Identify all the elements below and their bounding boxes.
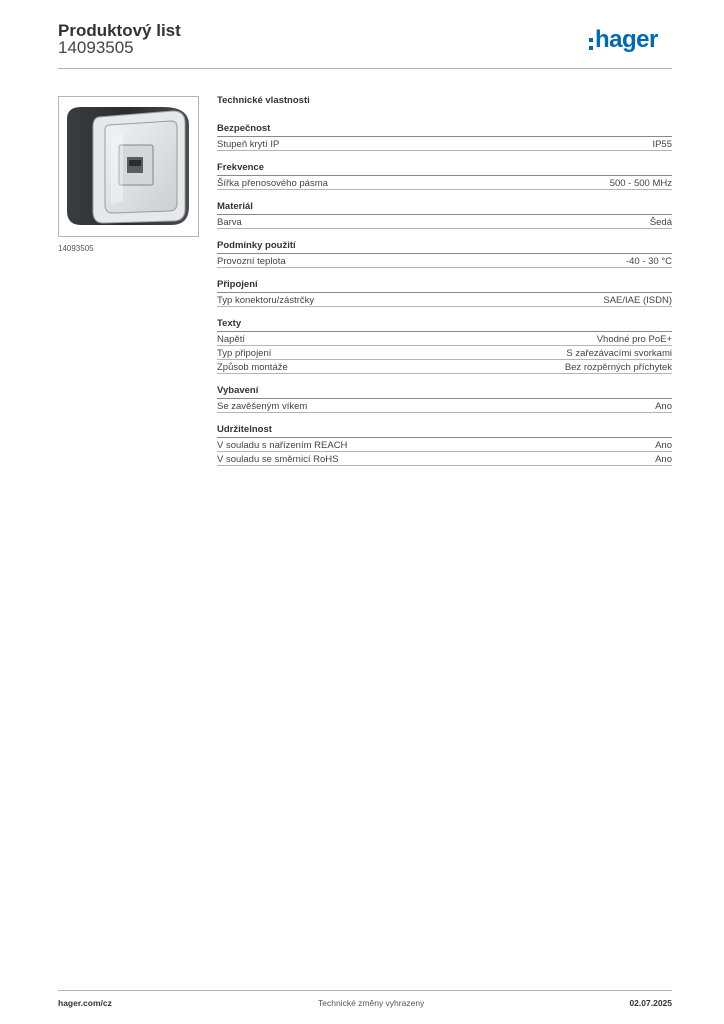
page-title: Produktový list bbox=[58, 21, 181, 40]
technical-specs bbox=[217, 95, 672, 477]
spec-value: Ano bbox=[655, 454, 672, 465]
hager-logo bbox=[589, 26, 675, 57]
spec-section-pripojeni bbox=[217, 279, 672, 307]
spec-label: Napětí bbox=[217, 334, 245, 345]
footer-divider bbox=[58, 990, 672, 991]
spec-section-udrzitelnost bbox=[217, 424, 672, 466]
spec-section-podminky-pouziti bbox=[217, 240, 672, 268]
logo-text: hager bbox=[595, 26, 658, 53]
spec-section-texty bbox=[217, 318, 672, 374]
spec-row bbox=[217, 254, 672, 268]
spec-label: Se zavěšeným víkem bbox=[217, 401, 308, 412]
footer-website-link[interactable]: hager.com/cz bbox=[58, 998, 112, 1008]
spec-row bbox=[217, 438, 672, 452]
spec-row bbox=[217, 332, 672, 346]
spec-label: V souladu s nařízením REACH bbox=[217, 440, 348, 451]
spec-label: Barva bbox=[217, 217, 242, 228]
spec-row bbox=[217, 293, 672, 307]
spec-value: Ano bbox=[655, 440, 672, 451]
specs-heading: Technické vlastnosti bbox=[217, 95, 310, 106]
spec-row bbox=[217, 452, 672, 466]
spec-label: Způsob montáže bbox=[217, 362, 288, 373]
spec-row bbox=[217, 176, 672, 190]
section-title: Připojení bbox=[217, 279, 672, 293]
spec-section-vybaveni bbox=[217, 385, 672, 413]
spec-value: IP55 bbox=[652, 139, 672, 150]
spec-value: S zařezávacími svorkami bbox=[566, 348, 672, 359]
spec-value: SAE/IAE (ISDN) bbox=[603, 295, 672, 306]
section-title: Texty bbox=[217, 318, 672, 332]
spec-label: Typ připojení bbox=[217, 348, 272, 359]
footer-date: 02.07.2025 bbox=[629, 998, 672, 1008]
spec-label: Provozní teplota bbox=[217, 256, 286, 267]
spec-row bbox=[217, 346, 672, 360]
spec-label: V souladu se směrnicí RoHS bbox=[217, 454, 339, 465]
section-title: Materiál bbox=[217, 201, 672, 215]
spec-row bbox=[217, 137, 672, 151]
spec-value: Ano bbox=[655, 401, 672, 412]
spec-row bbox=[217, 215, 672, 229]
section-title: Bezpečnost bbox=[217, 123, 672, 137]
spec-row bbox=[217, 399, 672, 413]
section-title: Udržitelnost bbox=[217, 424, 672, 438]
section-title: Frekvence bbox=[217, 162, 672, 176]
spec-section-bezpecnost bbox=[217, 123, 672, 151]
spec-value: -40 - 30 °C bbox=[625, 256, 672, 267]
spec-row bbox=[217, 360, 672, 374]
spec-value: Vhodné pro PoE+ bbox=[596, 334, 672, 345]
spec-value: Šedá bbox=[649, 217, 672, 228]
footer-notice: Technické změny vyhrazeny bbox=[318, 998, 425, 1008]
section-title: Podmínky použití bbox=[217, 240, 672, 254]
spec-label: Typ konektoru/zástrčky bbox=[217, 295, 315, 306]
logo-dot-icon bbox=[589, 38, 593, 42]
product-image bbox=[58, 96, 199, 237]
spec-section-frekvence bbox=[217, 162, 672, 190]
spec-value: Bez rozpěrných příchytek bbox=[564, 362, 672, 373]
socket-outlet-product-photo bbox=[59, 97, 198, 236]
product-image-caption: 14093505 bbox=[58, 244, 94, 253]
logo-dot-icon bbox=[589, 46, 593, 50]
spec-label: Šířka přenosového pásma bbox=[217, 178, 328, 189]
section-title: Vybavení bbox=[217, 385, 672, 399]
spec-label: Stupeň krytí IP bbox=[217, 139, 280, 150]
spec-value: 500 - 500 MHz bbox=[609, 178, 672, 189]
product-number: 14093505 bbox=[58, 38, 134, 57]
spec-section-material bbox=[217, 201, 672, 229]
header-divider bbox=[58, 68, 672, 69]
